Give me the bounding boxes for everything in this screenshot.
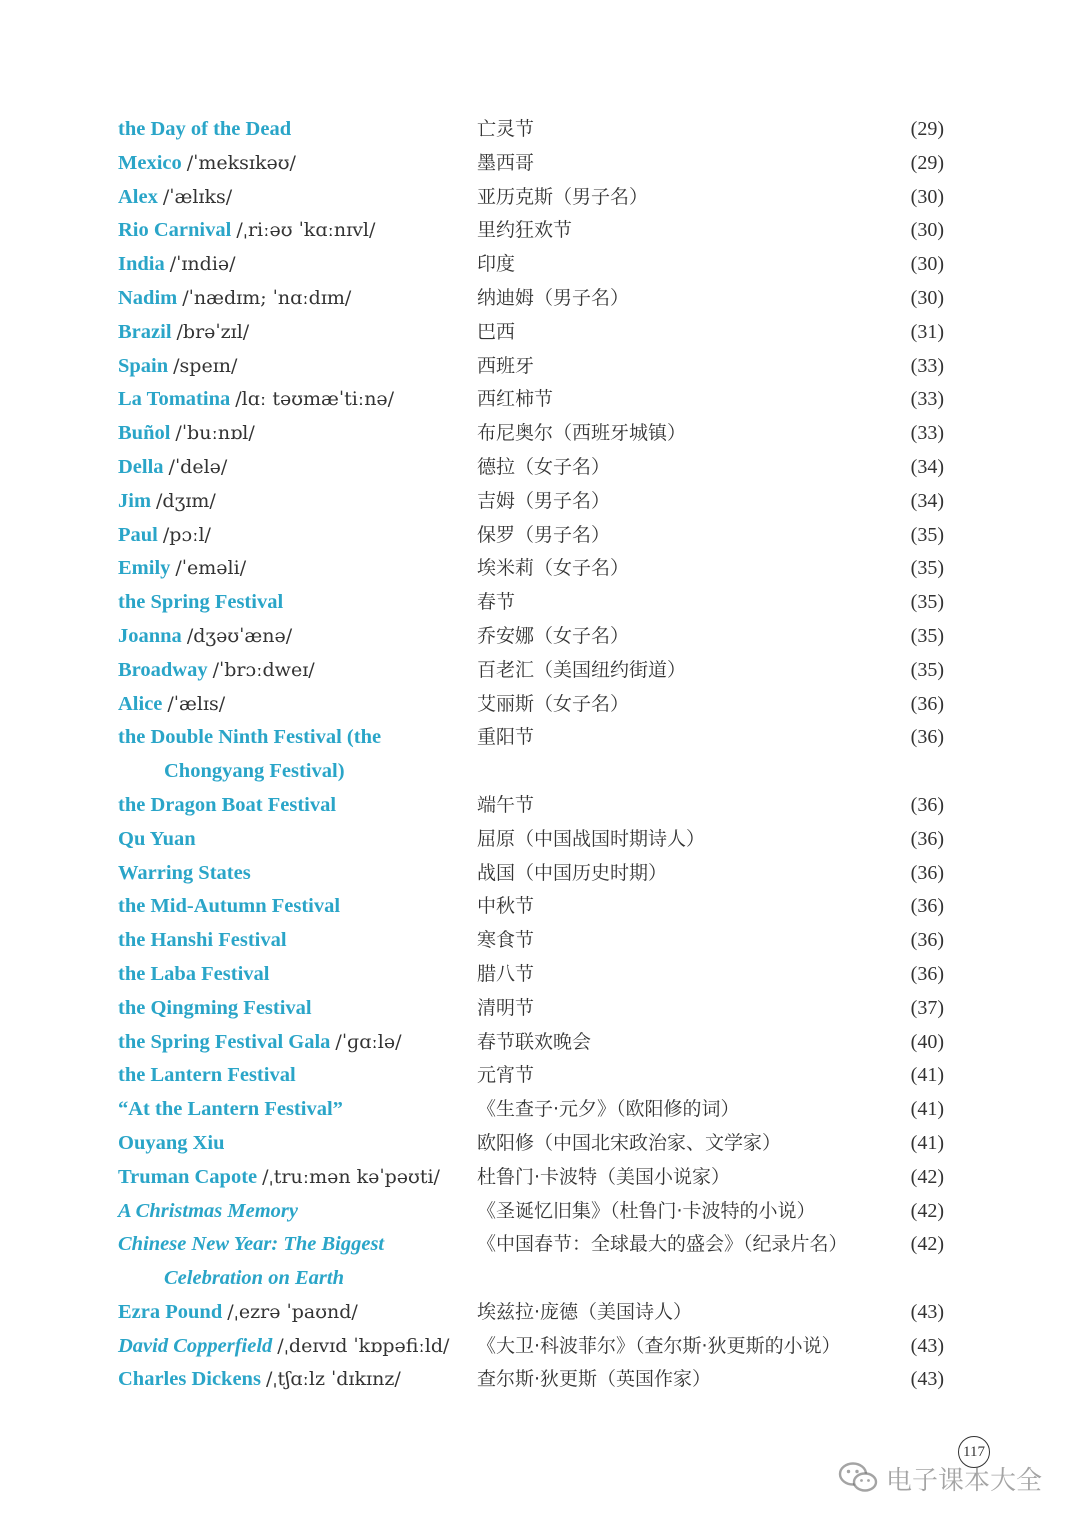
glossary-term [118, 1330, 468, 1364]
headword: La Tomatina [118, 388, 231, 411]
glossary-term [118, 620, 468, 654]
glossary-row [0, 823, 1080, 857]
headword-continuation: Celebration on Earth [164, 1267, 344, 1290]
glossary-term [118, 1093, 468, 1127]
glossary-row [0, 1093, 1080, 1127]
glossary-row [0, 147, 1080, 181]
glossary-row [0, 1195, 1080, 1229]
chinese-meaning: 里约狂欢节 [477, 219, 573, 242]
phonetic-transcription: /ˈeməli/ [175, 557, 247, 580]
glossary-term [118, 1161, 468, 1195]
phonetic-transcription: /dʒəʊˈænə/ [186, 624, 293, 647]
page-reference: (42) [910, 1165, 944, 1188]
headword: Paul [118, 523, 158, 546]
glossary-row [0, 316, 1080, 350]
chinese-meaning: 西红柿节 [477, 388, 554, 411]
glossary-term [118, 316, 468, 350]
headword: Qu Yuan [118, 827, 196, 850]
chinese-meaning: 《圣诞忆旧集》（杜鲁门·卡波特的小说） [477, 1199, 816, 1222]
page-reference: (43) [910, 1300, 944, 1323]
glossary-row [0, 282, 1080, 316]
headword: the Qingming Festival [118, 996, 312, 1019]
page-reference: (35) [910, 658, 944, 681]
glossary-term [118, 721, 408, 789]
watermark [838, 1458, 1042, 1498]
headword: Della [118, 455, 164, 478]
headword: Rio Carnival [118, 219, 232, 242]
glossary-row [0, 383, 1080, 417]
headword: Ezra Pound [118, 1300, 223, 1323]
page-reference: (43) [910, 1334, 944, 1357]
chinese-meaning: 德拉（女子名） [477, 455, 611, 478]
page-reference: (36) [910, 861, 944, 884]
headword: the Double Ninth Festival (the [118, 726, 382, 749]
chinese-meaning: 墨西哥 [477, 151, 535, 174]
glossary-term [118, 1127, 468, 1161]
headword: Alex [118, 185, 158, 208]
phonetic-transcription: /ˌdeɪvɪd ˈkɒpəfiːld/ [277, 1334, 450, 1357]
glossary-row [0, 417, 1080, 451]
glossary-term [118, 789, 468, 823]
headword: the Dragon Boat Festival [118, 793, 337, 816]
chinese-meaning: 吉姆（男子名） [477, 489, 611, 512]
glossary-term [118, 654, 468, 688]
chinese-meaning: 乔安娜（女子名） [477, 624, 630, 647]
glossary-term [118, 1026, 468, 1060]
glossary-term [118, 1195, 468, 1229]
glossary-term [118, 1363, 468, 1397]
page-reference: (30) [910, 185, 944, 208]
glossary-row [0, 451, 1080, 485]
chinese-meaning: 端午节 [477, 793, 535, 816]
glossary-term [118, 282, 468, 316]
headword: “At the Lantern Festival” [118, 1098, 343, 1121]
page-reference: (40) [910, 1030, 944, 1053]
chinese-meaning: 百老汇（美国纽约街道） [477, 658, 687, 681]
glossary-row [0, 789, 1080, 823]
phonetic-transcription: /ˈdelə/ [168, 455, 228, 478]
glossary-term [118, 519, 468, 553]
glossary-term [118, 147, 468, 181]
glossary-row [0, 113, 1080, 147]
glossary-term [118, 992, 468, 1026]
chinese-meaning: 腊八节 [477, 962, 535, 985]
phonetic-transcription: /ˈbrɔːdweɪ/ [212, 658, 315, 681]
headword: David Copperfield [118, 1334, 273, 1357]
glossary-row [0, 485, 1080, 519]
page-reference: (31) [910, 320, 944, 343]
chinese-meaning: 欧阳修（中国北宋政治家、文学家） [477, 1131, 782, 1154]
headword: Buñol [118, 422, 171, 445]
glossary-row [0, 586, 1080, 620]
page-reference: (34) [910, 489, 944, 512]
phonetic-transcription: /ˈnædɪm; ˈnɑːdɪm/ [182, 286, 352, 309]
chinese-meaning: 屈原（中国战国时期诗人） [477, 827, 706, 850]
glossary-row [0, 1296, 1080, 1330]
glossary-row [0, 1363, 1080, 1397]
glossary-row [0, 181, 1080, 215]
page-reference: (35) [910, 591, 944, 614]
glossary-row [0, 890, 1080, 924]
page-reference: (29) [910, 151, 944, 174]
chinese-meaning: 《中国春节：全球最大的盛会》（纪录片名） [477, 1233, 848, 1256]
chinese-meaning: 保罗（男子名） [477, 523, 611, 546]
page-reference: (30) [910, 286, 944, 309]
glossary-term [118, 1059, 468, 1093]
page-reference: (35) [910, 523, 944, 546]
page-reference: (30) [910, 219, 944, 242]
phonetic-transcription: /ˈɡɑːlə/ [335, 1030, 402, 1053]
headword: Chinese New Year: The Biggest [118, 1233, 385, 1256]
headword: Alice [118, 692, 163, 715]
chinese-meaning: 元宵节 [477, 1064, 535, 1087]
glossary-term [118, 1296, 468, 1330]
page-reference: (33) [910, 422, 944, 445]
page-reference: (36) [910, 962, 944, 985]
headword: Spain [118, 354, 169, 377]
glossary-row [0, 552, 1080, 586]
phonetic-transcription: /ˈælɪs/ [167, 692, 226, 715]
glossary-term [118, 248, 468, 282]
wechat-icon [838, 1461, 880, 1495]
glossary-term [118, 383, 468, 417]
glossary-term [118, 890, 468, 924]
glossary-row [0, 248, 1080, 282]
glossary-term [118, 586, 468, 620]
phonetic-transcription: /brəˈzɪl/ [176, 320, 250, 343]
phonetic-transcription: /ˈbuːnɒl/ [175, 422, 255, 445]
glossary-row [0, 688, 1080, 722]
chinese-meaning: 埃兹拉·庞德（美国诗人） [477, 1300, 693, 1323]
chinese-meaning: 印度 [477, 253, 516, 276]
page-reference: (42) [910, 1233, 944, 1256]
phonetic-transcription: /dʒɪm/ [156, 489, 216, 512]
glossary-term [118, 214, 468, 248]
phonetic-transcription: /ˌtruːmən kəˈpəʊti/ [262, 1165, 440, 1188]
headword-continuation: Chongyang Festival) [164, 760, 345, 783]
page-reference: (42) [910, 1199, 944, 1222]
glossary-row [0, 1330, 1080, 1364]
glossary-row [0, 857, 1080, 891]
phonetic-transcription: /lɑː təʊmæˈtiːnə/ [235, 388, 395, 411]
chinese-meaning: 埃米莉（女子名） [477, 557, 630, 580]
glossary-row [0, 1127, 1080, 1161]
phonetic-transcription: /pɔːl/ [162, 523, 211, 546]
glossary-term [118, 417, 468, 451]
chinese-meaning: 中秋节 [477, 895, 535, 918]
glossary-row [0, 350, 1080, 384]
chinese-meaning: 重阳节 [477, 726, 535, 749]
page-reference: (35) [910, 557, 944, 580]
chinese-meaning: 布尼奥尔（西班牙城镇） [477, 422, 687, 445]
glossary-row [0, 620, 1080, 654]
headword: the Laba Festival [118, 962, 270, 985]
chinese-meaning: 艾丽斯（女子名） [477, 692, 630, 715]
glossary-row [0, 992, 1080, 1026]
phonetic-transcription: /ˈɪndiə/ [169, 253, 236, 276]
page-reference: (36) [910, 793, 944, 816]
headword: Nadim [118, 286, 178, 309]
glossary-term [118, 485, 468, 519]
page-number: 117 [958, 1436, 990, 1468]
glossary-row [0, 924, 1080, 958]
chinese-meaning: 查尔斯·狄更斯（英国作家） [477, 1368, 712, 1391]
chinese-meaning: 寒食节 [477, 929, 535, 952]
page-reference: (35) [910, 624, 944, 647]
page-reference: (33) [910, 388, 944, 411]
page-reference: (41) [910, 1098, 944, 1121]
headword: Mexico [118, 151, 182, 174]
chinese-meaning: 亡灵节 [477, 118, 535, 140]
page-reference: (33) [910, 354, 944, 377]
headword: Ouyang Xiu [118, 1131, 225, 1154]
chinese-meaning: 亚历克斯（男子名） [477, 185, 649, 208]
headword: Jim [118, 489, 152, 512]
chinese-meaning: 巴西 [477, 320, 516, 343]
chinese-meaning: 清明节 [477, 996, 535, 1019]
headword: the Day of the Dead [118, 118, 292, 140]
glossary-row [0, 519, 1080, 553]
watermark-text: 电子课本大全 [886, 1465, 1043, 1496]
glossary-row [0, 1059, 1080, 1093]
page-reference: (41) [910, 1131, 944, 1154]
page-reference: (36) [910, 692, 944, 715]
page-reference: (36) [910, 827, 944, 850]
headword: the Mid-Autumn Festival [118, 895, 341, 918]
glossary-row [0, 721, 1080, 789]
page-reference: (43) [910, 1368, 944, 1391]
glossary-term [118, 451, 468, 485]
glossary-row [0, 1026, 1080, 1060]
glossary-term [118, 958, 468, 992]
phonetic-transcription: /ˈælɪks/ [162, 185, 233, 208]
glossary-term [118, 688, 468, 722]
phonetic-transcription: /ˈmeksɪkəʊ/ [186, 151, 296, 174]
page-reference: (36) [910, 929, 944, 952]
chinese-meaning: 战国（中国历史时期） [477, 861, 668, 884]
headword: Broadway [118, 658, 208, 681]
chinese-meaning: 《生查子·元夕》（欧阳修的词） [477, 1098, 740, 1121]
glossary-row [0, 1161, 1080, 1195]
headword: Warring States [118, 861, 251, 884]
glossary-term [118, 823, 468, 857]
headword: Emily [118, 557, 171, 580]
phonetic-transcription: /ˌezrə ˈpaʊnd/ [227, 1300, 358, 1323]
page-reference: (29) [910, 118, 944, 140]
phonetic-transcription: /speɪn/ [173, 354, 238, 377]
glossary-row [0, 958, 1080, 992]
glossary-term [118, 857, 468, 891]
page-reference: (30) [910, 253, 944, 276]
page-reference: (37) [910, 996, 944, 1019]
chinese-meaning: 纳迪姆（男子名） [477, 286, 630, 309]
page-reference: (41) [910, 1064, 944, 1087]
headword: Joanna [118, 624, 182, 647]
glossary-term [118, 113, 468, 147]
chinese-meaning: 杜鲁门·卡波特（美国小说家） [477, 1165, 731, 1188]
headword: Brazil [118, 320, 172, 343]
headword: the Hanshi Festival [118, 929, 287, 952]
chinese-meaning: 《大卫·科波菲尔》（查尔斯·狄更斯的小说） [477, 1334, 841, 1357]
headword: Charles Dickens [118, 1368, 261, 1391]
headword: India [118, 253, 165, 276]
glossary-term [118, 1228, 408, 1296]
glossary-term [118, 924, 468, 958]
chinese-meaning: 春节 [477, 591, 516, 614]
glossary-term [118, 181, 468, 215]
page-reference: (36) [910, 895, 944, 918]
phonetic-transcription: /ˌtʃɑːlz ˈdɪkɪnz/ [265, 1368, 401, 1391]
page-reference: (36) [910, 726, 944, 749]
headword: the Spring Festival [118, 591, 284, 614]
glossary-row [0, 1228, 1080, 1296]
glossary-row [0, 214, 1080, 248]
glossary-term [118, 350, 468, 384]
headword: Truman Capote [118, 1165, 258, 1188]
phonetic-transcription: /ˌriːəʊ ˈkɑːnɪvl/ [236, 219, 376, 242]
headword: the Spring Festival Gala [118, 1030, 331, 1053]
glossary-row [0, 654, 1080, 688]
glossary-term [118, 552, 468, 586]
chinese-meaning: 春节联欢晚会 [477, 1030, 592, 1053]
glossary-list [0, 113, 1080, 1397]
page-reference: (34) [910, 455, 944, 478]
headword: A Christmas Memory [118, 1199, 298, 1222]
headword: the Lantern Festival [118, 1064, 296, 1087]
chinese-meaning: 西班牙 [477, 354, 535, 377]
